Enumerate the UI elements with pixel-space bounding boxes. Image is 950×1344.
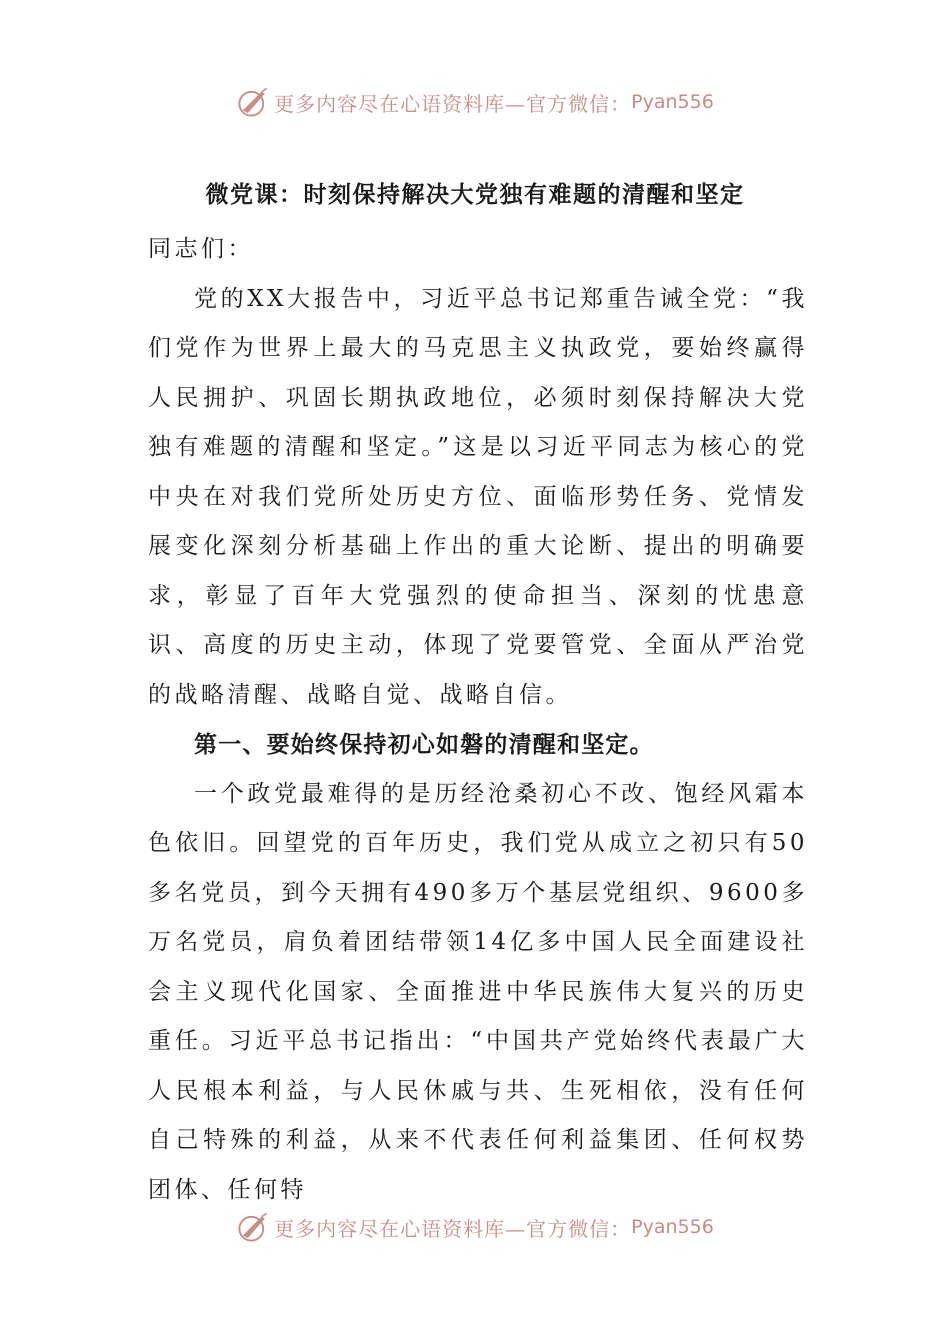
footer-watermark xyxy=(0,1210,950,1244)
document-body xyxy=(148,225,808,1215)
paragraph: 党的XX大报告中，习近平总书记郑重告诫全党：“我们党作为世界上最大的马克思主义执政党，要始终赢得人民拥护、巩固长期执政地位，必须时刻保持解决大党独有难题的清醒和坚定。”这是以习近平同志为核心的党中央在对我们党所处历史方位、面临形势任务、党情发展变化深刻分析基础上作出的重大论断、提出的明确要求，彰显了百年大党强烈的使命担当、深刻的忧患意识、高度的历史主动，体现了党要管党、全面从严治党的战略清醒、战略自觉、战略自信。 xyxy=(148,285,808,708)
watermark-wechat-id: Pyan556 xyxy=(631,91,714,113)
watermark-wechat-id: Pyan556 xyxy=(631,1216,714,1238)
greeting: 同志们： xyxy=(148,236,254,262)
document-title: 微党课：时刻保持解决大党独有难题的清醒和坚定 xyxy=(205,181,745,208)
section-heading: 第一、要始终保持初心如磐的清醒和坚定。 xyxy=(194,731,654,758)
pen-logo-icon xyxy=(236,85,270,119)
pen-logo-icon xyxy=(236,1210,270,1244)
paragraph: 一个政党最难得的是历经沧桑初心不改、饱经风霜本色依旧。回望党的百年历史，我们党从成立之初只有50多名党员，到今天拥有490多万个基层党组织、9600多万名党员，肩负着团结带领14亿多中国人民全面建设社会主义现代化国家、全面推进中华民族伟大复兴的历史重任。习近平总书记指出：“中国共产党始终代表最广大人民根本利益，与人民休戚与共、生死相依，没有任何自己特殊的利益，从来不代表任何利益集团、任何权势团体、任何特 xyxy=(148,780,808,1203)
watermark-text: 更多内容尽在心语资料库—官方微信： xyxy=(274,91,632,116)
header-watermark xyxy=(0,85,950,119)
watermark-text: 更多内容尽在心语资料库—官方微信： xyxy=(274,1216,632,1241)
